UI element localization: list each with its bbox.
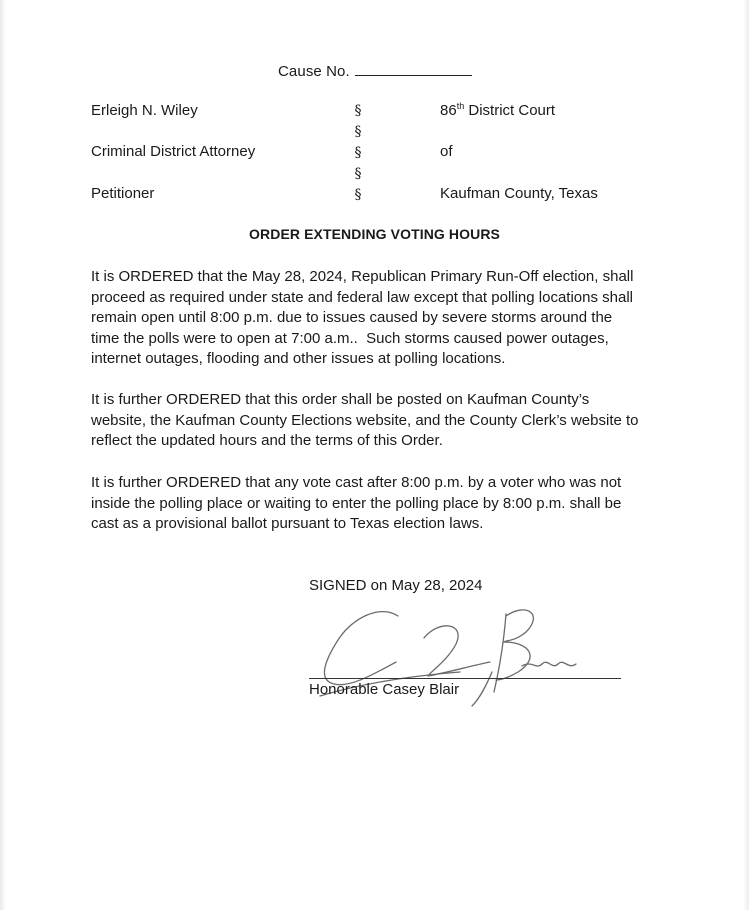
order-paragraph-1 — [91, 267, 671, 370]
caption-petitioner-title: Criminal District Attorney — [91, 143, 256, 160]
paragraph-line: website, the Kaufman County Elections website, and the County Clerk’s website to — [91, 411, 639, 429]
signed-date: SIGNED on May 28, 2024 — [309, 577, 483, 594]
caption-court — [440, 102, 555, 119]
page-shadow-right — [743, 0, 749, 910]
paragraph-line: It is ORDERED that the May 28, 2024, Republican Primary Run-Off election, shall — [91, 268, 634, 285]
court-name: District Court — [464, 102, 556, 119]
cause-label: Cause No. — [278, 63, 350, 80]
page-shadow-left — [0, 0, 6, 910]
cause-number-blank — [355, 61, 472, 76]
section-symbol: § — [354, 145, 362, 161]
paragraph-line: It is further ORDERED that any vote cast after 8:00 p.m. by a voter who was not — [91, 474, 622, 491]
judge-name: Honorable Casey Blair — [309, 681, 460, 698]
paragraph-line: It is further ORDERED that this order shall be posted on Kaufman County’s — [91, 391, 590, 408]
caption-petitioner-role: Petitioner — [91, 185, 155, 202]
paragraph-line: proceed as required under state and federal law except that polling locations shall — [91, 288, 634, 306]
paragraph-line: internet outages, flooding and other issues at polling locations. — [91, 350, 506, 367]
paragraph-line: cast as a provisional ballot pursuant to Texas election laws. — [91, 515, 484, 532]
section-symbol: § — [354, 124, 362, 140]
caption-county: Kaufman County, Texas — [440, 185, 598, 202]
section-symbol: § — [354, 103, 362, 119]
court-number: 86 — [440, 102, 457, 119]
paragraph-line: reflect the updated hours and the terms of this Order. — [91, 432, 443, 449]
order-paragraph-2 — [91, 390, 671, 452]
paragraph-line: time the polls were to open at 7:00 a.m.. Such storms caused power outages, — [91, 329, 609, 347]
caption-petitioner-name: Erleigh N. Wiley — [91, 102, 198, 119]
cause-number — [278, 61, 472, 80]
order-paragraph-3 — [91, 473, 671, 535]
signature-line — [309, 678, 621, 679]
paragraph-line: remain open until 8:00 p.m. due to issues caused by severe storms around the — [91, 309, 613, 326]
paragraph-line: inside the polling place or waiting to enter the polling place by 8:00 p.m. shall be — [91, 494, 622, 512]
court-number-suffix: th — [456, 101, 465, 111]
section-symbol: § — [354, 166, 362, 182]
order-title: ORDER EXTENDING VOTING HOURS — [249, 226, 500, 242]
caption-of: of — [440, 143, 453, 160]
section-symbol: § — [354, 187, 362, 203]
